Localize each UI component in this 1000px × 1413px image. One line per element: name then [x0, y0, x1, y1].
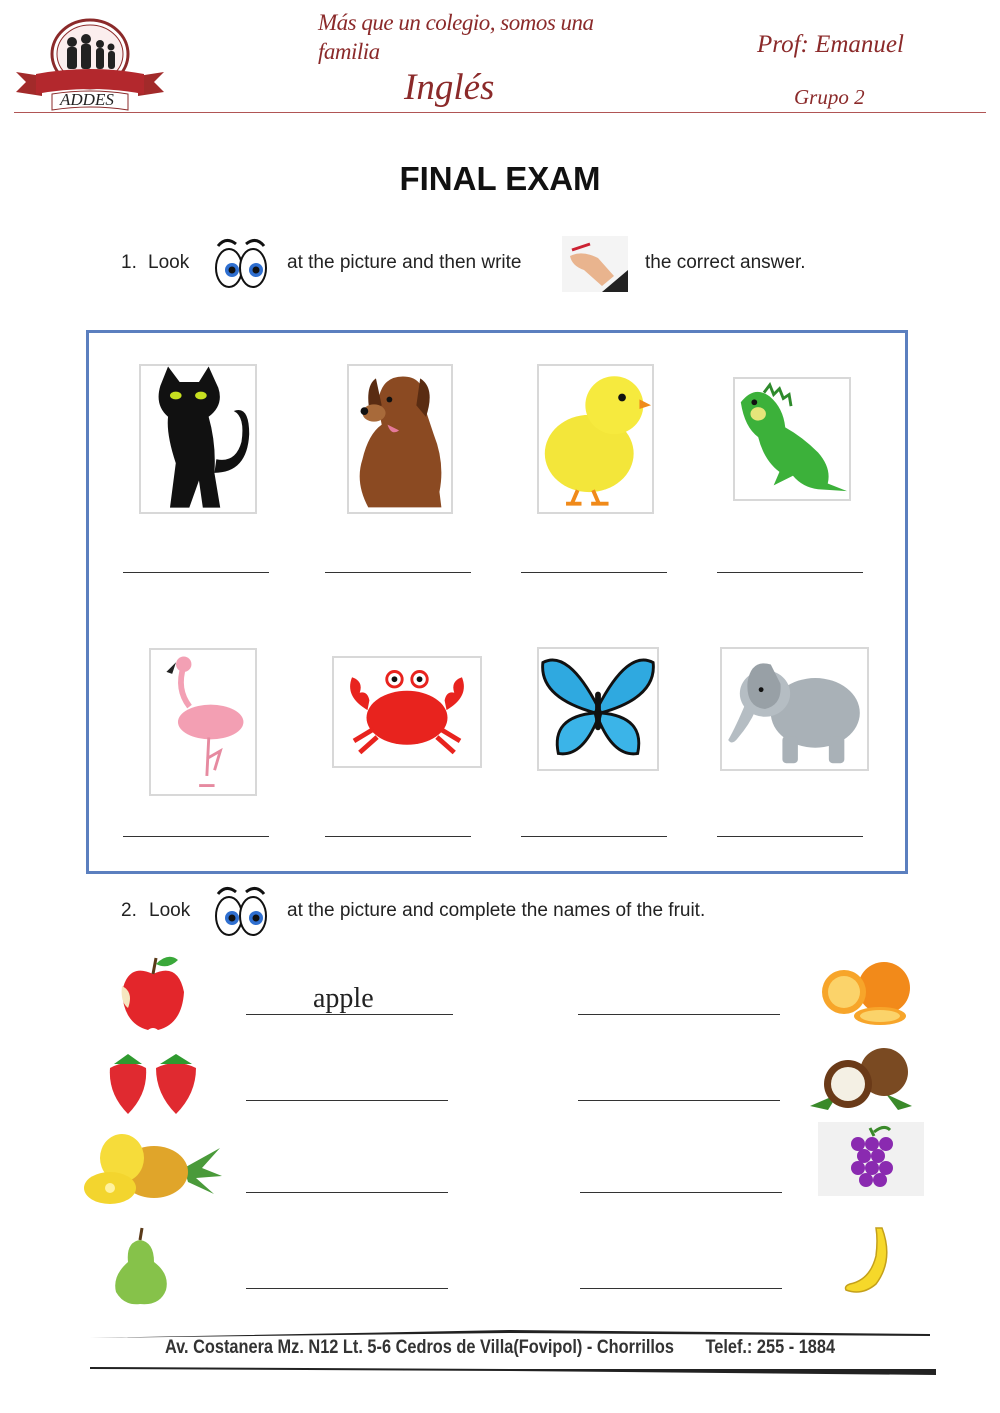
section1-number: 1.	[121, 252, 137, 273]
coconut-icon	[808, 1044, 916, 1112]
answer-line-7[interactable]	[521, 836, 667, 837]
answer-line-1[interactable]	[123, 572, 269, 573]
example-answer: apple	[313, 983, 374, 1014]
elephant-picture	[720, 647, 869, 771]
section1-end: the correct answer.	[645, 252, 806, 273]
section1-look: Look	[148, 252, 190, 273]
flamingo-icon	[151, 650, 255, 794]
page-title: FINAL EXAM	[399, 160, 601, 197]
apple-icon	[118, 952, 188, 1032]
cat-picture	[139, 364, 257, 514]
crab-icon	[334, 658, 480, 766]
crab-picture	[332, 656, 482, 768]
dog-icon	[349, 366, 451, 512]
pear-icon	[104, 1226, 176, 1306]
eyes-icon	[212, 232, 270, 292]
cat-icon	[141, 366, 255, 512]
teacher-name: Prof: Emanuel	[757, 31, 904, 58]
answer-line-8[interactable]	[717, 836, 863, 837]
strawberry-icon	[106, 1050, 200, 1116]
pineapple-icon	[84, 1128, 224, 1208]
fruit-line-pineapple[interactable]	[246, 1192, 448, 1193]
fruit-line-pear[interactable]	[246, 1288, 448, 1289]
subject-title: Inglés	[404, 67, 495, 108]
footer-bottom-bar	[90, 1362, 936, 1372]
section2-text: at the picture and complete the names of the fruit.	[287, 900, 706, 921]
chick-picture	[537, 364, 654, 514]
fruit-line-banana[interactable]	[580, 1288, 782, 1289]
answer-line-3[interactable]	[521, 572, 667, 573]
footer-text	[70, 1337, 930, 1359]
iguana-icon	[735, 379, 849, 499]
eyes-icon	[212, 880, 270, 940]
fruit-line-strawberry[interactable]	[246, 1100, 448, 1101]
fruit-line-orange[interactable]	[578, 1014, 780, 1015]
answer-line-5[interactable]	[123, 836, 269, 837]
answer-line-4[interactable]	[717, 572, 863, 573]
answer-line-2[interactable]	[325, 572, 471, 573]
footer-top-bar	[90, 1325, 930, 1333]
flamingo-picture	[149, 648, 257, 796]
motto: Más que un colegio, somos una familia	[318, 10, 594, 64]
butterfly-icon	[539, 649, 657, 769]
footer-phone: Telef.: 255 - 1884	[705, 1337, 836, 1358]
banana-icon	[842, 1226, 894, 1296]
dog-picture	[347, 364, 453, 514]
iguana-picture	[733, 377, 851, 501]
section2-number: 2.	[121, 900, 137, 921]
section2-look: Look	[149, 900, 191, 921]
group-label: Grupo 2	[794, 85, 865, 109]
elephant-icon	[722, 649, 867, 769]
footer-address: Av. Costanera Mz. N12 Lt. 5-6 Cedros de Villa(Fovipol) - Chorrillos	[164, 1337, 675, 1358]
section1-text: at the picture and then write	[287, 252, 522, 273]
orange-icon	[818, 958, 914, 1026]
answer-line-6[interactable]	[325, 836, 471, 837]
logo-text: ADDES	[60, 90, 114, 109]
writing-hand-icon	[562, 236, 628, 292]
fruit-line-grapes[interactable]	[580, 1192, 782, 1193]
grapes-icon	[818, 1122, 924, 1196]
header-divider	[14, 112, 986, 113]
fruit-line-apple[interactable]	[246, 1014, 453, 1015]
chick-icon	[539, 366, 652, 512]
fruit-line-coconut[interactable]	[578, 1100, 780, 1101]
butterfly-picture	[537, 647, 659, 771]
